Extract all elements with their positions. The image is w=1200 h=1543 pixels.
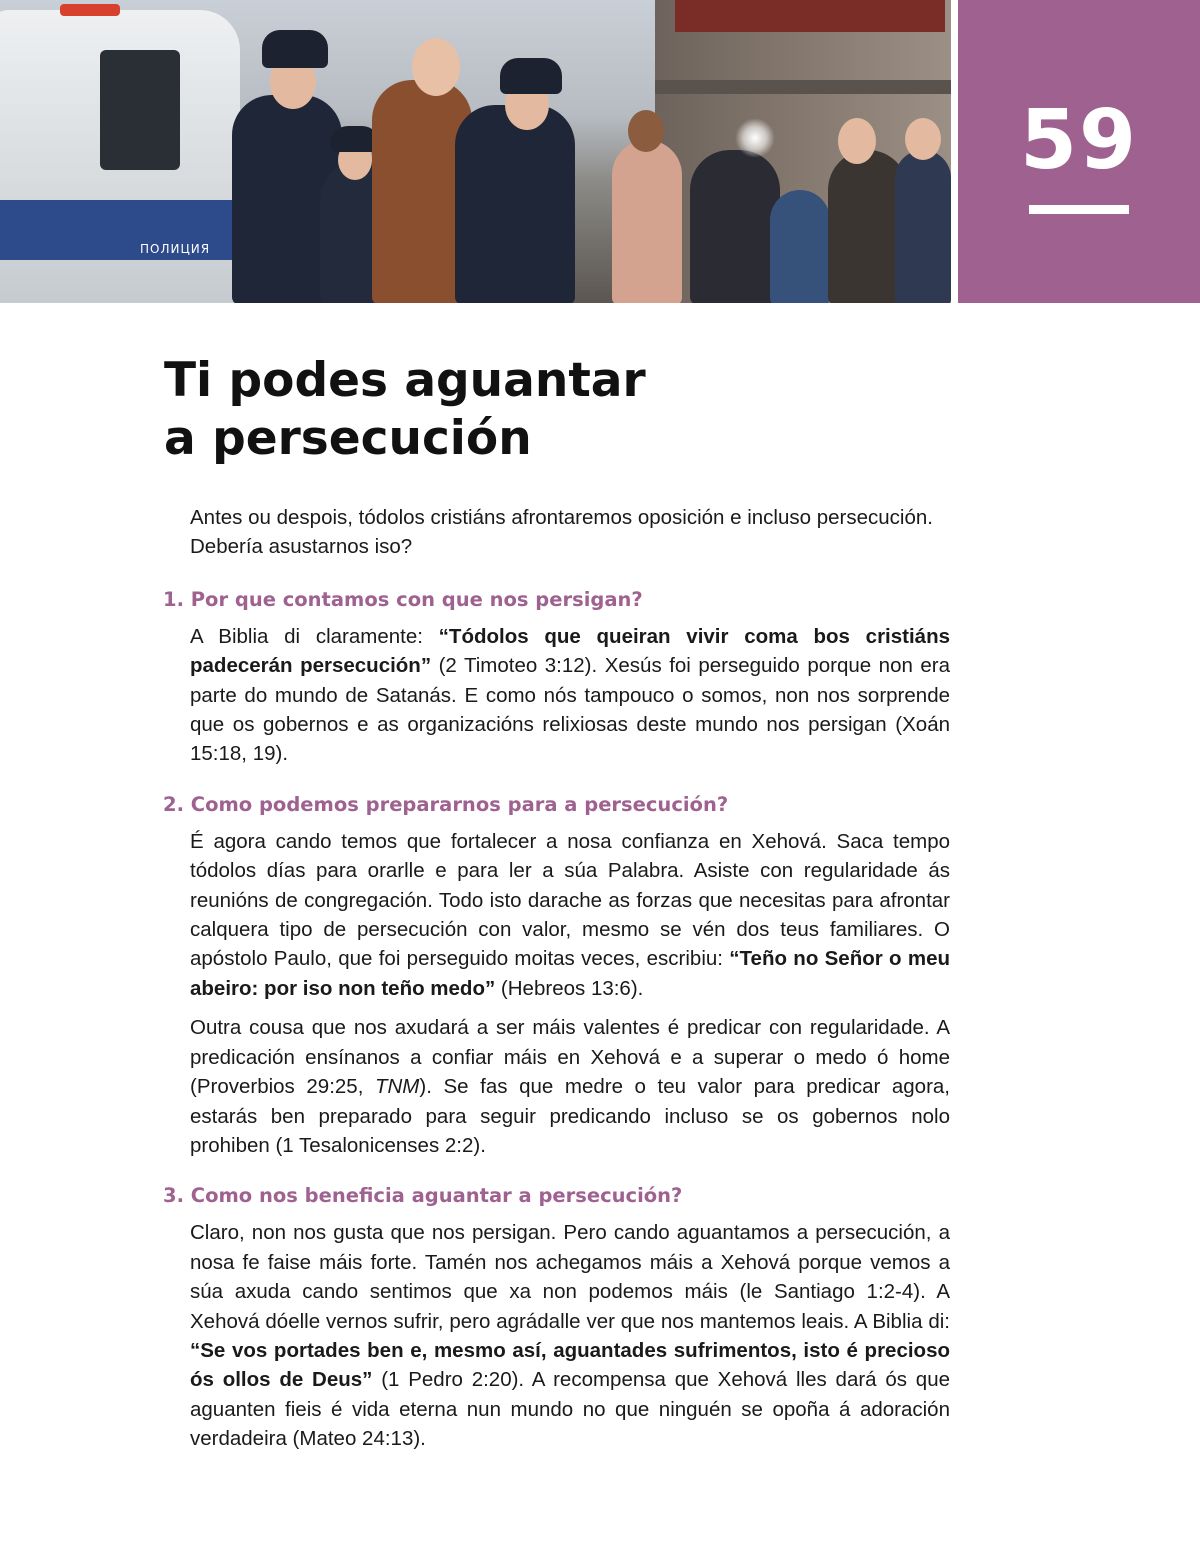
text: A Biblia di claramente: — [190, 624, 439, 648]
section-3-paragraph-1 — [190, 1218, 950, 1453]
section-2-paragraph-2 — [190, 1013, 950, 1160]
cameraman — [690, 150, 780, 303]
building-stripe — [655, 80, 951, 94]
section-3-heading: 3. Como nos beneficia aguantar a persecución? — [163, 1184, 683, 1208]
lesson-content — [163, 503, 951, 1476]
section-1-heading: 1. Por que contamos con que nos persigan? — [163, 587, 643, 611]
page-title — [164, 352, 884, 468]
section-1-paragraph-1 — [190, 622, 950, 769]
lesson-tab — [958, 0, 1200, 303]
text: É agora cando temos que fortalecer a nosa confianza en Xehová. Saca tempo tódolos días para orarlle e para ler a súa Palabra. Asiste con regularidade ás reunións de congregación. Todo isto darache as forzas que necesitas para afrontar calquera tipo de persecución con valor, mesmo se vén dos teus familiares. O apóstolo Paulo, que foi perseguido moitas veces, escribiu: — [190, 829, 950, 971]
section-2-paragraph-1 — [190, 827, 950, 1003]
police-van — [0, 10, 240, 303]
title-line-1: Ti podes aguantar — [164, 353, 646, 408]
man-head — [412, 38, 460, 96]
text: Claro, non nos gusta que nos persigan. Pero cando aguantamos a persecución, a nosa fe faise máis forte. Tamén nos achegamos máis a Xehová porque vemos a súa axuda cando sentimos que xa non podemos máis (le Santiago 1:2-4). A Xehová dóelle vernos sufrir, pero agrádalle ver que nos mantemos leais. A Biblia di: — [190, 1221, 950, 1333]
lesson-number-underline — [1029, 205, 1129, 214]
siren-lights — [60, 4, 120, 16]
hero-photo — [0, 0, 951, 303]
officer-right — [455, 105, 575, 303]
text: (2 Timoteo 3:12). Xesús foi perseguido porque non era parte do mundo de Satanás. E como nós tampouco o somos, non nos sorprende que os gobernos e as organizacións relixiosas deste mundo nos persigan (Xoán 15:18, 19). — [190, 654, 951, 766]
section-2-heading: 2. Como podemos prepararnos para a persecución? — [163, 792, 729, 816]
text: Outra cousa que nos axudará a ser máis valentes é predicar con regularidade. A predicación ensínanos a confiar máis en Xehová e a superar o medo ó home (Proverbios 29:25, — [190, 1016, 950, 1099]
van-window — [100, 50, 180, 170]
crowd-blue-coat — [770, 190, 830, 303]
text: (Hebreos 13:6). — [495, 976, 644, 1000]
scripture-quote: “Se vos portades ben e, mesmo así, aguantades sufrimentos, isto é precioso ós ollos de Deus” — [190, 1338, 950, 1392]
scripture-quote: “Teño no Señor o meu abeiro: por iso non teño medo” — [190, 947, 951, 1000]
officer-left-hat — [262, 30, 328, 68]
text: ). Se fas que medre o teu valor para predicar agora, estarás ben preparado para seguir predicando incluso se os gobernos nolo prohiben (1 Tesalonicenses 2:2). — [190, 1075, 951, 1157]
reporter-woman — [612, 140, 682, 303]
scripture-quote: “Tódolos que queiran vivir coma bos cristiáns padecerán persecución” — [190, 624, 950, 678]
camera-flash — [735, 118, 775, 158]
translation-abbrev: TNM — [374, 1075, 420, 1099]
lesson-number: 59 — [1019, 93, 1139, 188]
section-1 — [163, 586, 951, 769]
intro-paragraph: Antes ou despois, tódolos cristiáns afrontaremos oposición e incluso persecución. Debería asustarnos iso? — [190, 506, 933, 559]
crowd-woman-head — [905, 118, 941, 160]
crowd-woman — [895, 150, 951, 303]
van-label: ПОЛИЦИЯ — [140, 242, 211, 256]
section-3 — [163, 1182, 950, 1453]
building-sign — [675, 0, 945, 32]
title-line-2: a persecución — [164, 411, 532, 466]
text: (1 Pedro 2:20). A recompensa que Xehová lles dará ós que aguanten fieis é vida eterna nun mundo no que ninguén se opoña á adoración verdadeira (Mateo 24:13). — [190, 1368, 950, 1451]
officer-right-hat — [500, 58, 562, 94]
section-2 — [163, 791, 951, 1160]
reporter-head — [628, 110, 664, 152]
crowd-man-head — [838, 118, 876, 164]
